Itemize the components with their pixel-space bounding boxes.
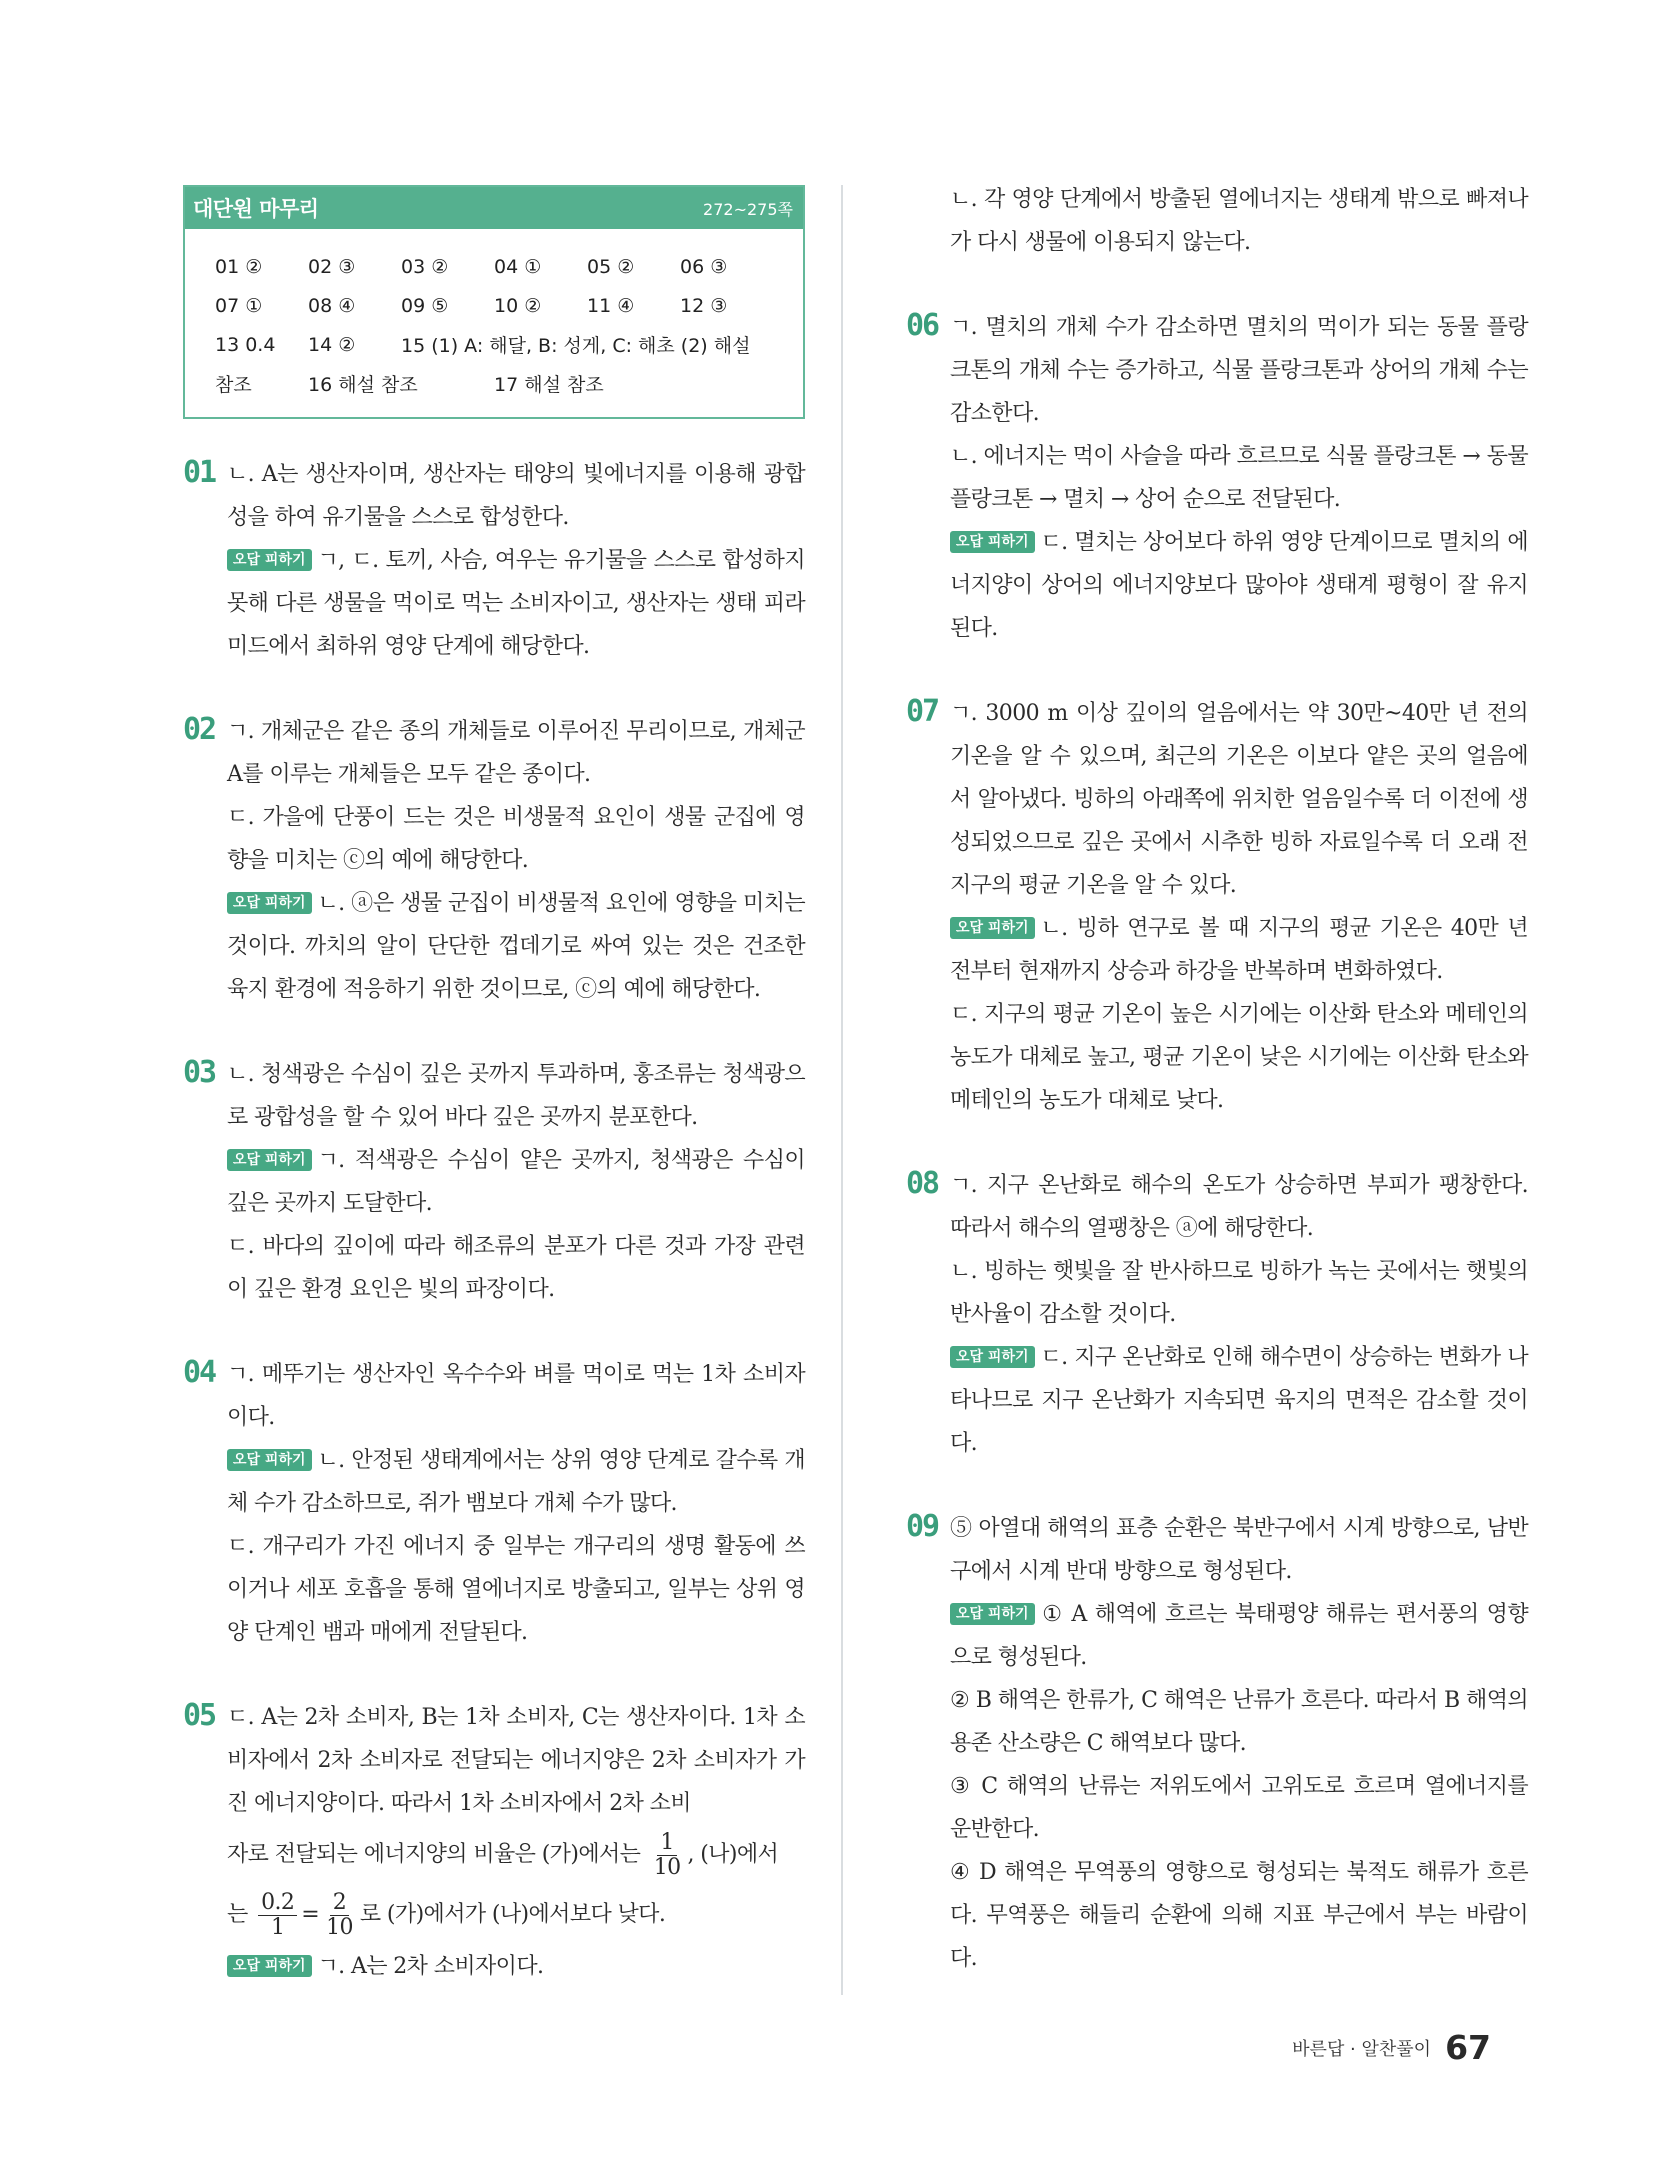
explanation-text: ㄱ. 메뚜기는 생산자인 옥수수와 벼를 먹이로 먹는 1차 소비자이다. [227, 1362, 805, 1430]
fraction: $\frac{1}{10}$ [653, 1829, 681, 1880]
answer-row [215, 364, 789, 403]
explanation-text: 로 (가)에서가 (나)에서보다 낮다. [359, 1902, 666, 1927]
answer-item: 02 ③ [308, 255, 356, 278]
explanation-text: ㄴ. ⓐ은 생물 군집이 비생물적 요인에 영향을 미치는 것이다. 까치의 알이 단단한 껍데기로 싸여 있는 것은 건조한 육지 환경에 적응하기 위한 것이므로, ⓒ의 예에 해당한다. [227, 891, 805, 1002]
explanation-text: ㄷ. 바다의 깊이에 따라 해조류의 분포가 다른 것과 가장 관련이 깊은 환경 요인은 빛의 파장이다. [227, 1234, 805, 1302]
explanation-text: ㄴ. 빙하는 햇빛을 잘 반사하므로 빙하가 녹는 곳에서는 햇빛의 반사율이 감소할 것이다. [950, 1259, 1528, 1327]
wrong-answer-badge: 오답 피하기 [950, 917, 1035, 939]
explanation-text: ㄱ. 멸치의 개체 수가 감소하면 멸치의 먹이가 되는 동물 플랑크톤의 개체 수는 증가하고, 식물 플랑크톤과 상어의 개체 수는 감소한다. [950, 315, 1528, 426]
page-footer [1292, 2028, 1491, 2067]
explanation-text: ① A 해역에 흐르는 북태평양 해류는 편서풍의 영향으로 형성된다. [950, 1602, 1528, 1670]
explanation-text: ㄷ. 지구의 평균 기온이 높은 시기에는 이산화 탄소와 메테인의 농도가 대체로 높고, 평균 기온이 낮은 시기에는 이산화 탄소와 메테인의 농도가 대체로 낮다. [950, 1002, 1528, 1113]
question-07 [906, 692, 1528, 1122]
explanation-text: ㄷ. A는 2차 소비자, B는 1차 소비자, C는 생산자이다. 1차 소비자에서 2차 소비자로 전달되는 에너지양은 2차 소비자가 가진 에너지양이다. 따라서 1차 소비자에서 2차 소비 [227, 1705, 805, 1816]
question-number: 04 [183, 1355, 216, 1390]
summary-pages: 272~275쪽 [703, 199, 793, 219]
wrong-answer-badge: 오답 피하기 [227, 1149, 312, 1171]
wrong-answer-badge: 오답 피하기 [950, 531, 1035, 553]
answer-item: 15 (1) A: 해달, B: 성게, C: 해초 (2) 해설 [401, 335, 751, 357]
explanation-text: ③ C 해역의 난류는 저위도에서 고위도로 흐르며 열에너지를 운반한다. [950, 1774, 1528, 1842]
explanation-text: ㄱ. 개체군은 같은 종의 개체들로 이루어진 무리이므로, 개체군 A를 이루는 개체들은 모두 같은 종이다. [227, 719, 805, 787]
wrong-answer-note [227, 1945, 805, 1988]
answer-item: 11 ④ [587, 294, 635, 317]
explanation-text: ⑤ 아열대 해역의 표층 순환은 북반구에서 시계 방향으로, 남반구에서 시계 반대 방향으로 형성된다. [950, 1516, 1528, 1584]
math-line [227, 1825, 805, 1885]
explanation-text: ㄱ. 3000 m 이상 깊이의 얼음에서는 약 30만~40만 년 전의 기온을 알 수 있으며, 최근의 기온은 이보다 얕은 곳의 얼음에서 알아냈다. 빙하의 아래쪽에 위치한 얼음일수록 더 이전에 생성되었으므로 깊은 곳에서 시추한 빙하 자료일수록 더 오래 전 지구의 평균 기온을 알 수 있다. [950, 701, 1528, 898]
answer-row [215, 286, 789, 325]
explanation-text: ㄴ. 안정된 생태계에서는 상위 영양 단계로 갈수록 개체 수가 감소하므로, 쥐가 뱀보다 개체 수가 많다. [227, 1448, 805, 1516]
explanation-text: ㄷ. 멸치는 상어보다 하위 영양 단계이므로 멸치의 에너지양이 상어의 에너지양보다 많아야 생태계 평형이 잘 유지된다. [950, 530, 1528, 641]
wrong-answer-note [227, 1139, 805, 1225]
answer-item: 13 0.4 [215, 333, 276, 356]
question-02 [183, 710, 805, 1011]
explanation-text: , (나)에서 [687, 1842, 779, 1867]
answer-item: 12 ③ [680, 294, 728, 317]
wrong-answer-badge: 오답 피하기 [227, 1449, 312, 1471]
explanation-text: ㄷ. 가을에 단풍이 드는 것은 비생물적 요인이 생물 군집에 영향을 미치는 ⓒ의 예에 해당한다. [227, 805, 805, 873]
answer-item: 07 ① [215, 294, 263, 317]
fraction: $\frac{2}{10}$ [326, 1889, 353, 1940]
answer-row [215, 247, 789, 286]
question-04 [183, 1353, 805, 1654]
wrong-answer-note [950, 1336, 1528, 1465]
fraction: $\frac{0.2}{1}$ [258, 1891, 297, 1940]
question-number: 05 [183, 1698, 216, 1733]
explanation-text: 는 [227, 1902, 248, 1927]
right-column [906, 178, 1528, 2022]
answer-item: 참조 [215, 374, 252, 396]
answer-item: 10 ② [494, 294, 542, 317]
answer-item: 17 해설 참조 [494, 374, 604, 396]
explanation-text: ② B 해역은 한류가, C 해역은 난류가 흐른다. 따라서 B 해역의 용존 산소량은 C 해역보다 많다. [950, 1688, 1528, 1756]
wrong-answer-note [227, 1439, 805, 1525]
answer-item: 14 ② [308, 333, 356, 356]
column-divider [841, 185, 843, 1995]
explanation-text: ㄴ. 청색광은 수심이 깊은 곳까지 투과하며, 홍조류는 청색광으로 광합성을 할 수 있어 바다 깊은 곳까지 분포한다. [227, 1062, 805, 1130]
explanation-text: ㄱ. 지구 온난화로 해수의 온도가 상승하면 부피가 팽창한다. 따라서 해수의 열팽창은 ⓐ에 해당한다. [950, 1173, 1528, 1241]
left-column [183, 185, 805, 2030]
page-number: 67 [1445, 2028, 1491, 2067]
wrong-answer-note [227, 539, 805, 668]
explanation-text: ㄱ, ㄷ. 토끼, 사슴, 여우는 유기물을 스스로 합성하지 못해 다른 생물을 먹이로 먹는 소비자이고, 생산자는 생태 피라미드에서 최하위 영양 단계에 해당한다. [227, 548, 805, 659]
question-01 [183, 453, 805, 668]
question-05-continued [906, 178, 1528, 264]
equals-sign: = [301, 1902, 320, 1927]
summary-answers [185, 229, 803, 417]
wrong-answer-badge: 오답 피하기 [227, 892, 312, 914]
answer-item: 05 ② [587, 255, 635, 278]
explanation-text: 자로 전달되는 에너지양의 비율은 (가)에서는 [227, 1842, 641, 1867]
wrong-answer-note [227, 882, 805, 1011]
answer-item: 16 해설 참조 [308, 374, 418, 396]
wrong-answer-badge: 오답 피하기 [227, 549, 312, 571]
question-number: 09 [906, 1509, 939, 1544]
explanation-text: ㄱ. 적색광은 수심이 얕은 곳까지, 청색광은 수심이 깊은 곳까지 도달한다. [227, 1148, 805, 1216]
answer-item: 03 ② [401, 255, 449, 278]
explanation-text: ㄷ. 지구 온난화로 인해 해수면이 상승하는 변화가 나타나므로 지구 온난화가 지속되면 육지의 면적은 감소할 것이다. [950, 1345, 1528, 1456]
question-number: 08 [906, 1166, 939, 1201]
explanation-text: ㄷ. 개구리가 가진 에너지 중 일부는 개구리의 생명 활동에 쓰이거나 세포 호흡을 통해 열에너지로 방출되고, 일부는 상위 영양 단계인 뱀과 매에게 전달된다. [227, 1534, 805, 1645]
answer-summary-box [183, 185, 805, 419]
wrong-answer-note [950, 907, 1528, 993]
wrong-answer-badge: 오답 피하기 [950, 1346, 1035, 1368]
explanation-text: ④ D 해역은 무역풍의 영향으로 형성되는 북적도 해류가 흐른다. 무역풍은 해들리 순환에 의해 지표 부근에서 부는 바람이다. [950, 1860, 1528, 1971]
explanation-text: ㄴ. A는 생산자이며, 생산자는 태양의 빛에너지를 이용해 광합성을 하여 유기물을 스스로 합성한다. [227, 462, 805, 530]
question-number: 06 [906, 308, 939, 343]
question-05 [183, 1696, 805, 1988]
question-number: 07 [906, 694, 939, 729]
explanation-text: ㄴ. 각 영양 단계에서 방출된 열에너지는 생태계 밖으로 빠져나가 다시 생물에 이용되지 않는다. [950, 187, 1528, 255]
answer-item: 08 ④ [308, 294, 356, 317]
question-03 [183, 1053, 805, 1311]
explanation-text: ㄴ. 에너지는 먹이 사슬을 따라 흐르므로 식물 플랑크톤 → 동물 플랑크톤 → 멸치 → 상어 순으로 전달된다. [950, 444, 1528, 512]
explanation-text: ㄱ. A는 2차 소비자이다. [317, 1954, 544, 1979]
answer-item: 06 ③ [680, 255, 728, 278]
math-line [227, 1885, 805, 1945]
answer-item: 09 ⑤ [401, 294, 449, 317]
answer-item: 01 ② [215, 255, 263, 278]
summary-header [185, 187, 803, 229]
question-08 [906, 1164, 1528, 1465]
question-number: 02 [183, 712, 216, 747]
answer-row [215, 325, 789, 364]
question-09 [906, 1507, 1528, 1980]
explanation-text: ㄴ. 빙하 연구로 볼 때 지구의 평균 기온은 40만 년 전부터 현재까지 상승과 하강을 반복하며 변화하였다. [950, 916, 1528, 984]
answer-item: 04 ① [494, 255, 542, 278]
wrong-answer-badge: 오답 피하기 [950, 1603, 1035, 1625]
summary-title: 대단원 마무리 [193, 197, 319, 221]
wrong-answer-note [950, 1593, 1528, 1679]
question-number: 03 [183, 1055, 216, 1090]
wrong-answer-note [950, 521, 1528, 650]
question-06 [906, 306, 1528, 650]
wrong-answer-badge: 오답 피하기 [227, 1955, 312, 1977]
question-number: 01 [183, 455, 216, 490]
footer-book-title: 바른답 · 알찬풀이 [1292, 2038, 1432, 2060]
